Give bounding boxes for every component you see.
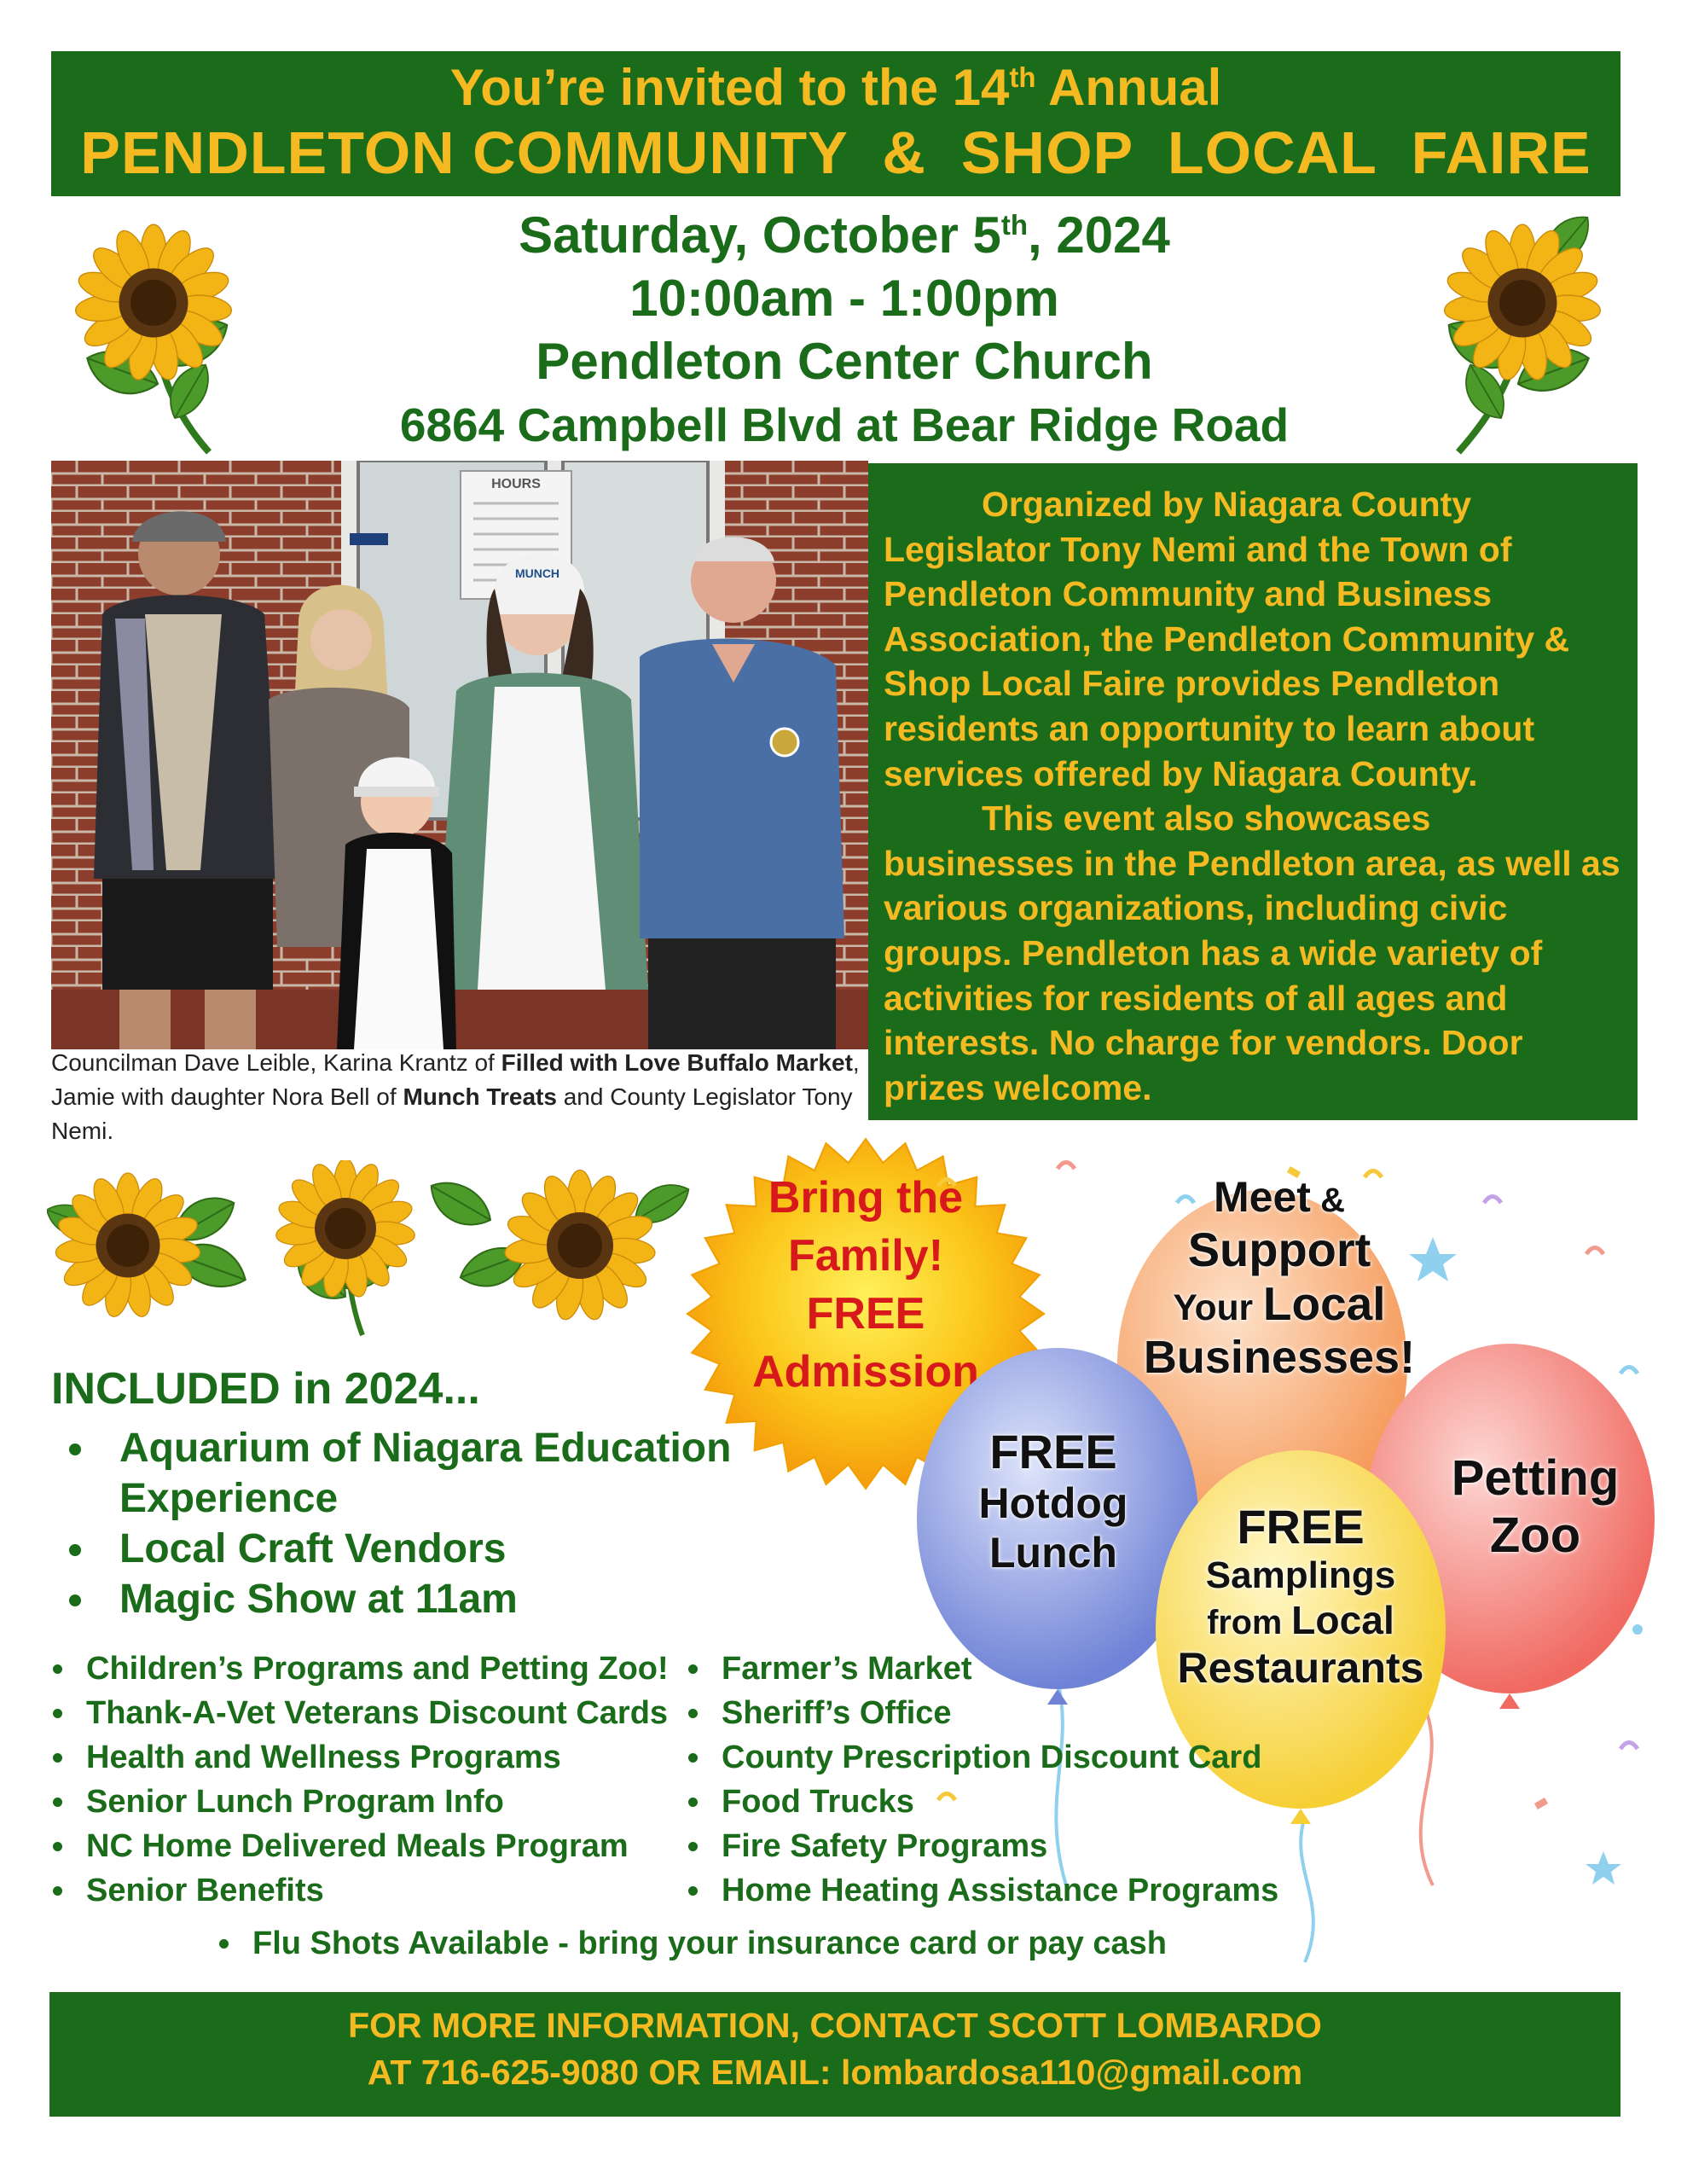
flu-shot-list (213, 1921, 1353, 1966)
caption-part-1: Councilman Dave Leible, Karina Krantz of (51, 1049, 501, 1076)
list-item: • Sheriff’s Office (713, 1691, 1361, 1735)
sunflower-row-icon (47, 1160, 695, 1339)
list-item: • Fire Safety Programs (713, 1824, 1361, 1868)
event-venue: Pendleton Center Church (536, 333, 1153, 390)
description-para-2: This event also showcases businesses in the Pendleton area, as well as various organizations, including civic groups. Pendleton has a wide variety of activities for residents of all ages and interests. No charge for vendors. Door prizes welcome. (884, 799, 1620, 1107)
invite-annual: Annual (1035, 59, 1222, 116)
list-item: • Flu Shots Available - bring your insurance card or pay cash (244, 1921, 1353, 1966)
group-photo (51, 461, 868, 1049)
red-line-1: Petting (1451, 1450, 1620, 1506)
invite-line (51, 58, 1620, 118)
list-item: • Magic Show at 11am (99, 1574, 867, 1624)
balloon-orange-text (1100, 1173, 1458, 1384)
yellow-line-1: FREE (1237, 1500, 1365, 1554)
invite-text: You’re invited to the 14 (449, 59, 1010, 116)
list-item: • Home Heating Assistance Programs (713, 1868, 1361, 1913)
event-time: 10:00am - 1:00pm (629, 270, 1059, 327)
event-date-year: , 2024 (1028, 206, 1170, 264)
included-right-list (682, 1647, 1361, 1913)
yellow-line-3b: Local (1291, 1597, 1394, 1642)
list-item: • Thank-A-Vet Veterans Discount Cards (78, 1691, 726, 1735)
yellow-line-3a: from (1207, 1603, 1292, 1641)
event-date-sup: th (1000, 209, 1029, 241)
caption-bold-1: Filled with Love Buffalo Market (501, 1049, 853, 1076)
footer-line-1: FOR MORE INFORMATION, CONTACT SCOTT LOMBARDO (348, 2006, 1322, 2045)
event-date-text: Saturday, October 5 (519, 206, 1001, 264)
starburst-line-4: Admission (752, 1347, 979, 1397)
hours-sign-text: HOURS (491, 477, 541, 491)
orange-line-2: Support (1187, 1222, 1371, 1276)
caption-part-3: and County Legislator Tony Nemi. (51, 1083, 853, 1144)
blue-line-1: FREE (989, 1425, 1117, 1478)
group-photo-image (51, 461, 868, 1049)
contact-footer (49, 1992, 1620, 2117)
footer-line-2[interactable]: AT 716-625-9080 OR EMAIL: lombardosa110@gmail.com (367, 2053, 1303, 2092)
included-left-list (47, 1647, 726, 1913)
balloon-blue-text (942, 1425, 1164, 1577)
list-item: • Farmer’s Market (713, 1647, 1361, 1691)
list-item: • Senior Benefits (78, 1868, 726, 1913)
orange-line-1: Meet (1214, 1173, 1311, 1221)
orange-line-3b: Local (1262, 1276, 1386, 1330)
event-address: 6864 Campbell Blvd at Bear Ridge Road (399, 398, 1290, 451)
red-line-2: Zoo (1489, 1507, 1581, 1563)
invite-sup: th (1009, 61, 1036, 93)
caption-bold-2: Munch Treats (403, 1083, 557, 1110)
blue-line-2: Hotdog (978, 1479, 1128, 1528)
list-item: • Food Trucks (713, 1780, 1361, 1824)
description-para-1: Organized by Niagara County Legislator Tony Nemi and the Town of Pendleton Community and Business Association, the Pendleton Community & Shop Local Faire provides Pendleton residents an opportunity to learn about services offered by Niagara County. (884, 485, 1570, 793)
sunflower-right-icon (1399, 200, 1629, 456)
list-item: • County Prescription Discount Card (713, 1735, 1361, 1780)
list-item: • NC Home Delivered Meals Program (78, 1824, 726, 1868)
cap-logo-text: MUNCH (514, 566, 560, 580)
header-banner (51, 51, 1620, 196)
event-date (324, 206, 1365, 264)
orange-line-1b: & (1310, 1182, 1345, 1219)
list-item: • Health and Wellness Programs (78, 1735, 726, 1780)
included-heading: INCLUDED in 2024... (51, 1364, 480, 1414)
blue-line-3: Lunch (989, 1528, 1117, 1577)
orange-line-3a: Your (1173, 1287, 1263, 1328)
caption-part-2: , Jamie with daughter Nora Bell of (51, 1049, 860, 1110)
photo-caption (51, 1046, 868, 1148)
starburst-line-3: FREE (806, 1289, 925, 1339)
list-item: • Aquarium of Niagara Education Experience (99, 1423, 802, 1524)
list-item: • Children’s Programs and Petting Zoo! (78, 1647, 726, 1691)
starburst-line-1: Bring the (768, 1173, 964, 1223)
orange-line-4: Businesses! (1143, 1332, 1416, 1384)
list-item: • Senior Lunch Program Info (78, 1780, 726, 1824)
balloon-red-text (1416, 1450, 1655, 1564)
sunflower-left-icon (47, 200, 260, 456)
list-item: • Local Craft Vendors (99, 1524, 867, 1574)
event-title: PENDLETON COMMUNITY & SHOP LOCAL FAIRE (80, 119, 1591, 186)
yellow-line-2: Samplings (1205, 1554, 1396, 1597)
yellow-line-4: Restaurants (1177, 1643, 1424, 1692)
description-box (868, 463, 1638, 1120)
starburst-line-2: Family! (787, 1231, 944, 1281)
